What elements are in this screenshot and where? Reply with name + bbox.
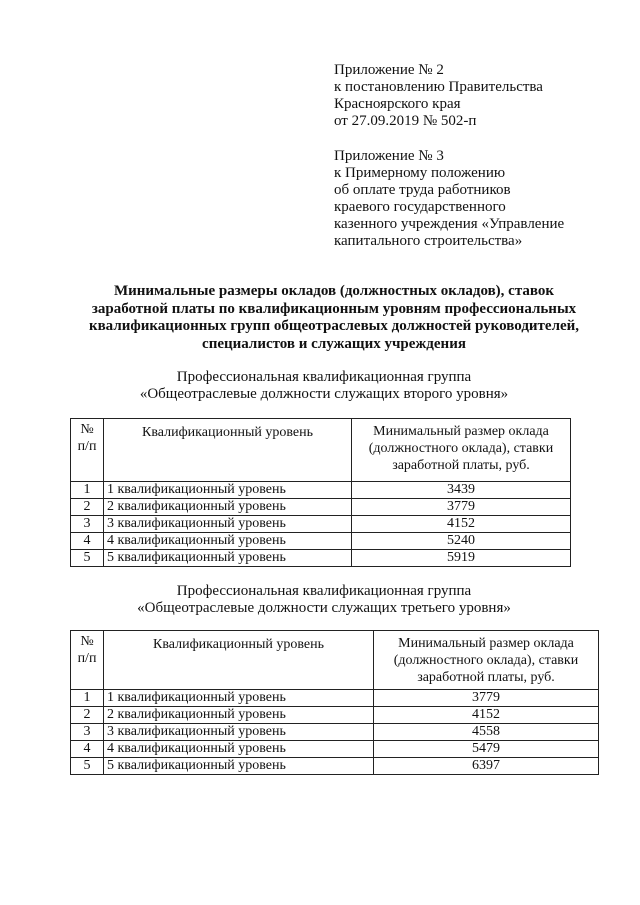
annex-line: к постановлению Правительства: [334, 79, 543, 95]
table-header-row: [71, 631, 599, 690]
row-level: 5 квалификационный уровень: [104, 758, 374, 775]
table-row: [71, 482, 571, 499]
header-salary-line: заработной платы, руб.: [392, 458, 530, 473]
row-level: 3 квалификационный уровень: [104, 724, 374, 741]
row-num: 4: [71, 741, 104, 758]
salary-table-group-1: [70, 418, 571, 567]
row-level: 5 квалификационный уровень: [104, 550, 352, 567]
row-salary: 3439: [352, 482, 571, 499]
header-num-line: п/п: [77, 439, 97, 454]
row-level: 1 квалификационный уровень: [104, 482, 352, 499]
table-row: [71, 690, 599, 707]
row-level: 2 квалификационный уровень: [104, 499, 352, 516]
header-num-line: п/п: [77, 651, 97, 666]
row-salary: 6397: [374, 758, 599, 775]
table-row: [71, 516, 571, 533]
group-heading-line: Профессиональная квалификационная группа: [176, 369, 472, 385]
group-2-heading: [100, 583, 548, 617]
row-level: 4 квалификационный уровень: [104, 533, 352, 550]
table-row: [71, 707, 599, 724]
table-row: [71, 741, 599, 758]
annex-line: краевого государственного: [334, 199, 506, 215]
annex-line: об оплате труда работников: [334, 182, 511, 198]
annex-line: казенного учреждения «Управление: [334, 216, 565, 232]
row-num: 2: [71, 707, 104, 724]
row-salary: 5919: [352, 550, 571, 567]
header-num: [71, 419, 104, 482]
row-level: 2 квалификационный уровень: [104, 707, 374, 724]
row-salary: 4558: [374, 724, 599, 741]
row-level: 3 квалификационный уровень: [104, 516, 352, 533]
row-salary: 5479: [374, 741, 599, 758]
row-salary: 4152: [374, 707, 599, 724]
row-num: 5: [71, 758, 104, 775]
title-line: Минимальные размеры окладов (должностных окладов), ставок: [113, 283, 555, 299]
row-level: 1 квалификационный уровень: [104, 690, 374, 707]
row-num: 3: [71, 724, 104, 741]
header-salary-line: (должностного оклада), ставки: [368, 441, 554, 456]
header-salary: [374, 631, 599, 690]
row-num: 1: [71, 690, 104, 707]
row-salary: 5240: [352, 533, 571, 550]
row-salary: 3779: [374, 690, 599, 707]
title-line: заработной платы по квалификационным уровням профессиональных: [91, 300, 577, 317]
header-salary-line: Минимальный размер оклада: [373, 424, 549, 439]
header-level: Квалификационный уровень: [104, 419, 352, 482]
annex-line: к Примерному положению: [334, 165, 506, 181]
row-num: 3: [71, 516, 104, 533]
title-line: специалистов и служащих учреждения: [202, 335, 466, 352]
table-row: [71, 724, 599, 741]
annex-line: Приложение № 3: [334, 148, 444, 164]
header-salary-line: Минимальный размер оклада: [398, 636, 574, 651]
header-num: [71, 631, 104, 690]
group-1-heading: [100, 369, 548, 403]
table-header-row: [71, 419, 571, 482]
header-level: Квалификационный уровень: [104, 631, 374, 690]
annex-note-1: [334, 62, 543, 130]
annex-line: Приложение № 2: [334, 62, 444, 78]
salary-table-group-2: [70, 630, 599, 775]
group-heading-line: «Общеотраслевые должности служащих второго уровня»: [139, 386, 509, 402]
row-salary: 3779: [352, 499, 571, 516]
row-num: 4: [71, 533, 104, 550]
title-line: квалификационных групп общеотраслевых должностей руководителей,: [88, 318, 580, 334]
row-num: 5: [71, 550, 104, 567]
row-num: 1: [71, 482, 104, 499]
header-salary-line: (должностного оклада), ставки: [393, 653, 579, 668]
header-num-line: №: [80, 634, 94, 649]
table-row: [71, 758, 599, 775]
header-salary-line: заработной платы, руб.: [417, 670, 555, 685]
row-num: 2: [71, 499, 104, 516]
annex-note-2: [334, 148, 564, 250]
header-salary: [352, 419, 571, 482]
document-title: [60, 283, 608, 353]
annex-line: от 27.09.2019 № 502-п: [334, 113, 477, 129]
table-row: [71, 499, 571, 516]
annex-line: Красноярского края: [334, 96, 461, 112]
row-salary: 4152: [352, 516, 571, 533]
table-row: [71, 533, 571, 550]
group-heading-line: Профессиональная квалификационная группа: [176, 583, 472, 599]
table-row: [71, 550, 571, 567]
header-num-line: №: [80, 422, 94, 437]
group-heading-line: «Общеотраслевые должности служащих третьего уровня»: [137, 600, 511, 616]
row-level: 4 квалификационный уровень: [104, 741, 374, 758]
annex-line: капитального строительства»: [334, 233, 523, 249]
